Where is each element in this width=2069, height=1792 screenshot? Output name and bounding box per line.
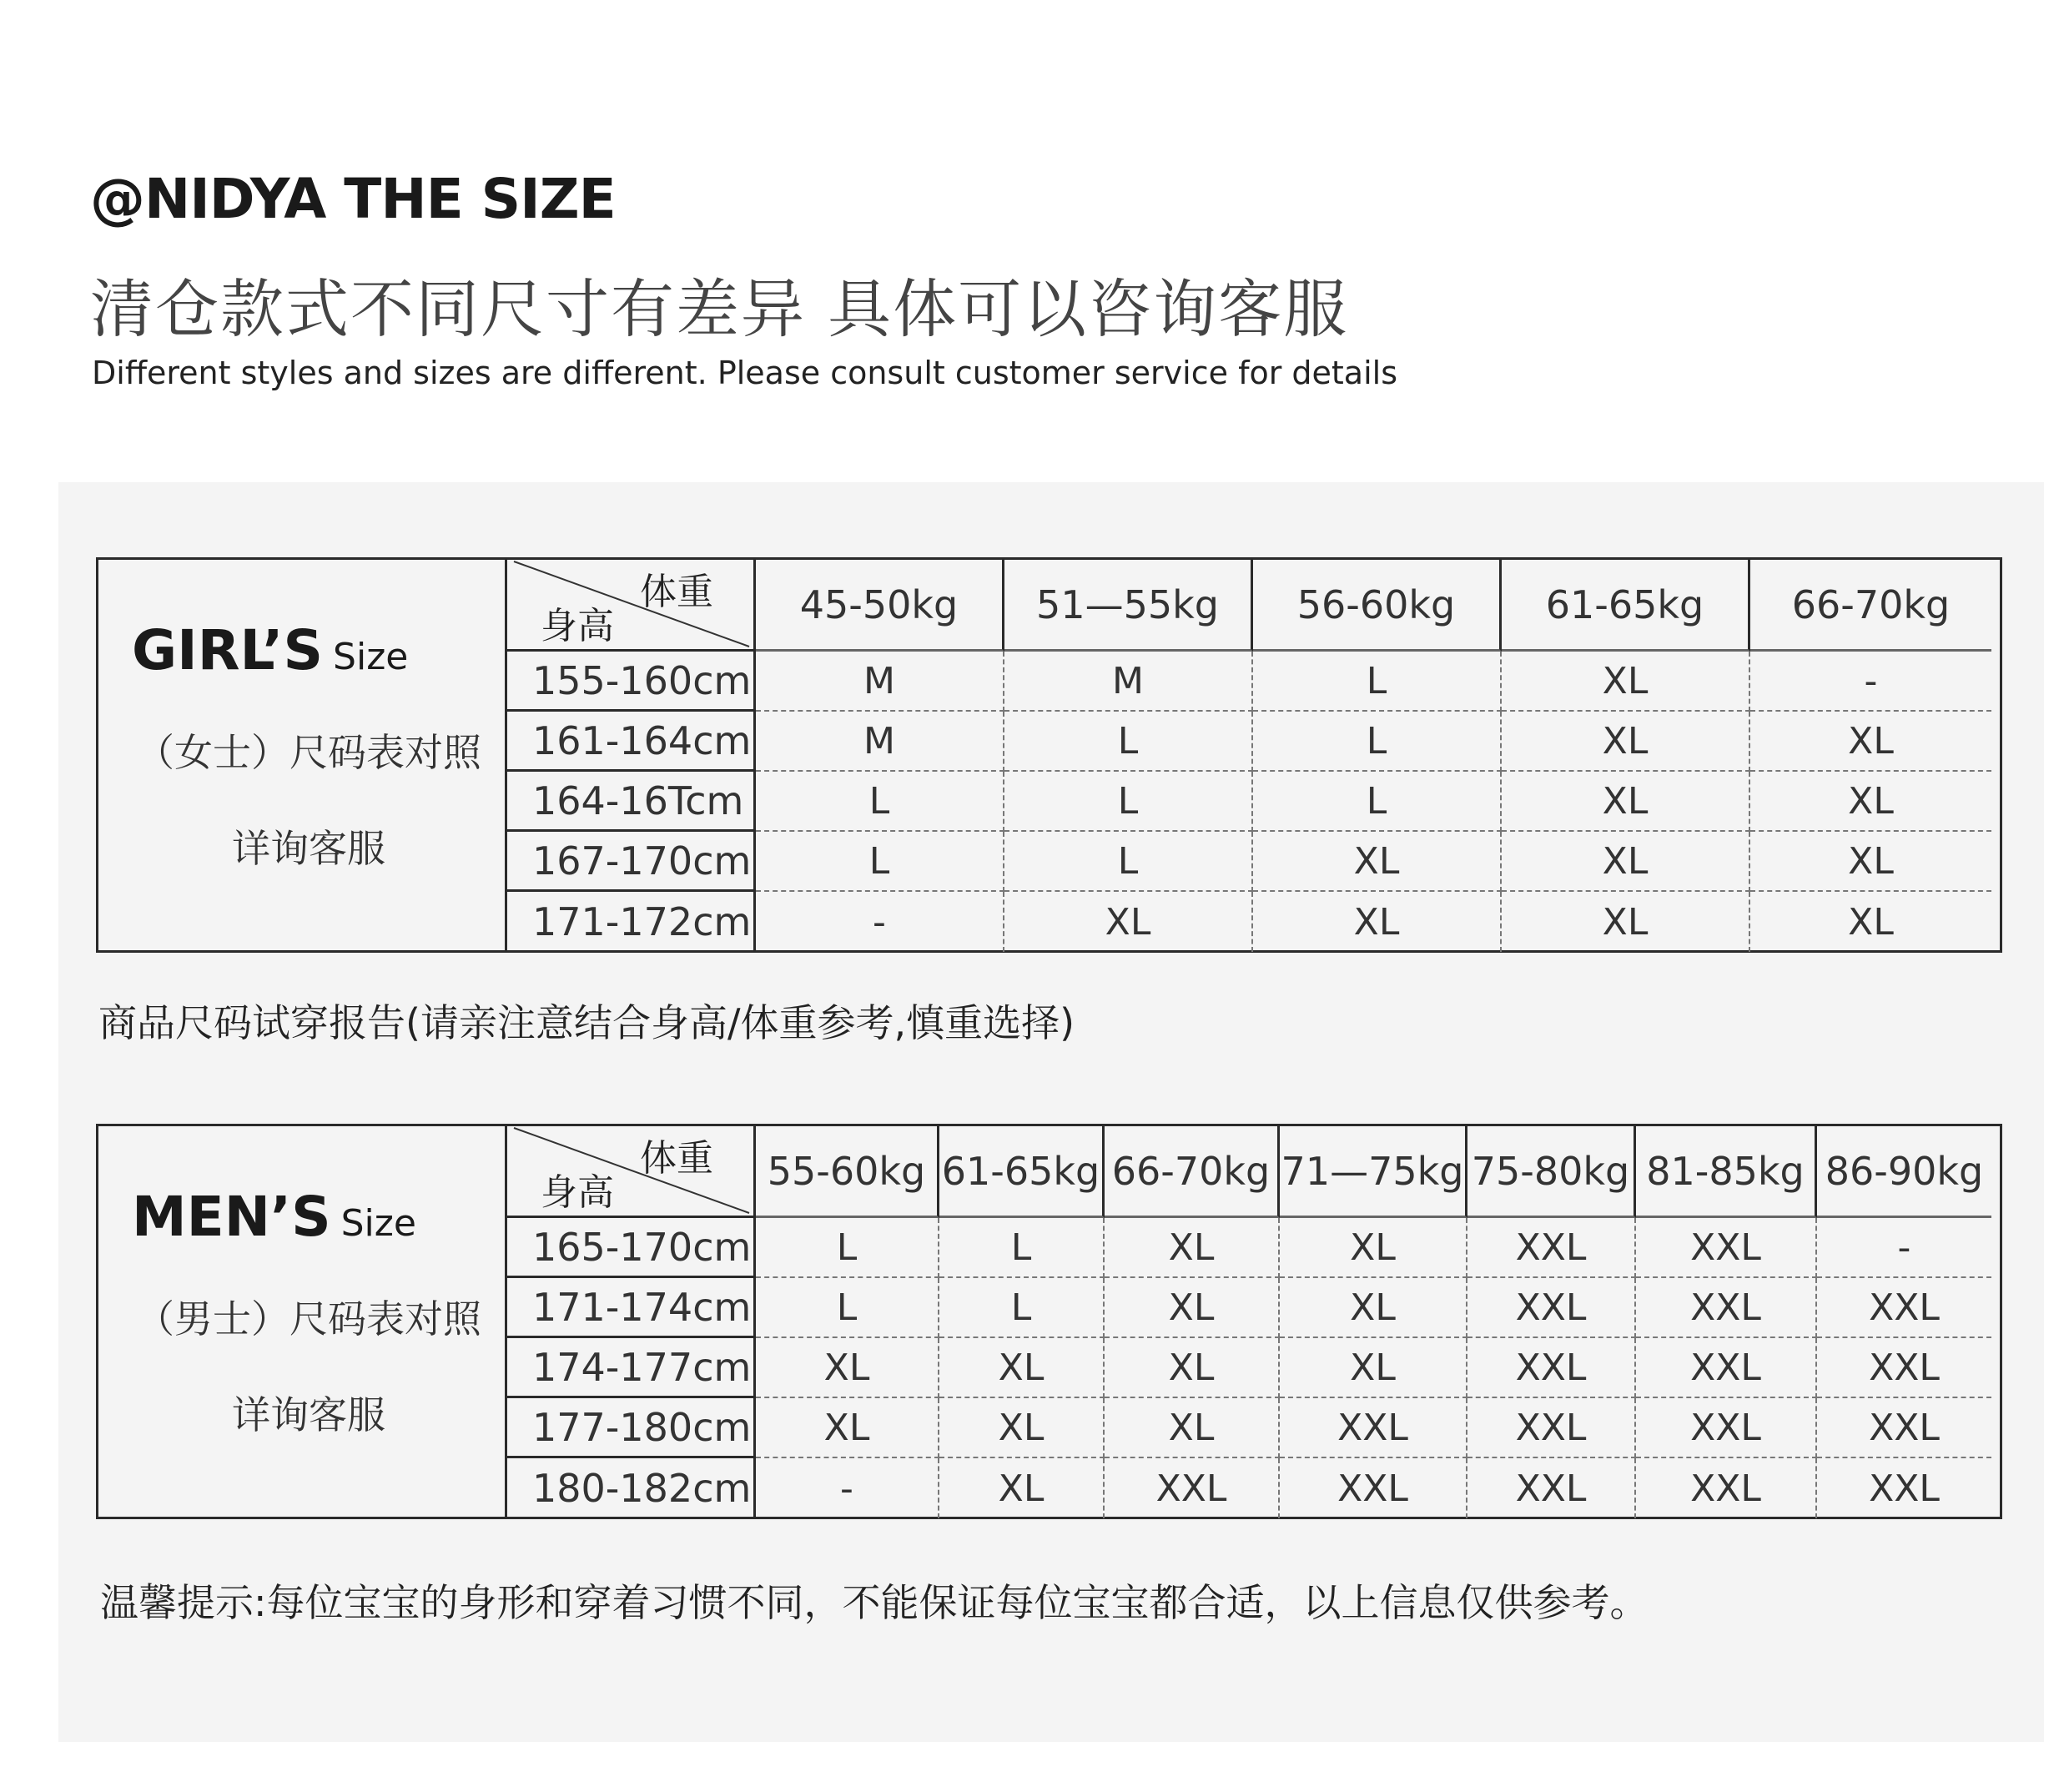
corner-height-label: 身高: [541, 605, 614, 647]
girls-size-cell: L: [1004, 712, 1253, 772]
men-row-height-label: 165-170cm: [507, 1218, 756, 1278]
girls-row-height-label: 167-170cm: [507, 832, 756, 892]
men-size-cell: XL: [1105, 1278, 1280, 1338]
girls-size-table: [96, 557, 2002, 953]
men-size-table: [96, 1124, 2002, 1519]
men-col-header: 81-85kg: [1636, 1126, 1817, 1218]
girls-size-cell: L: [1253, 652, 1502, 712]
men-size-cell: XXL: [1467, 1398, 1636, 1458]
girls-size-cell: XL: [1502, 772, 1750, 832]
footer-note: 温馨提示:每位宝宝的身形和穿着习惯不同，不能保证每位宝宝都合适，以上信息仅供参考。: [100, 1580, 1649, 1625]
girls-row-height-label: 164-16Tcm: [507, 772, 756, 832]
girls-size-cell: XL: [1502, 652, 1750, 712]
girls-note: 商品尺码试穿报告(请亲注意结合身高/体重参考,慎重选择): [98, 1000, 1075, 1045]
men-size-cell: XL: [1105, 1338, 1280, 1398]
girls-size-cell: L: [756, 772, 1004, 832]
men-size-cell: XXL: [1467, 1278, 1636, 1338]
men-size-cell: XXL: [1636, 1338, 1817, 1398]
subtitle-english: Different styles and sizes are different. Please consult customer service for details: [92, 355, 1397, 391]
corner-weight-label: 体重: [640, 571, 713, 613]
corner-weight-label: 体重: [640, 1137, 713, 1180]
men-size-cell: XL: [1105, 1398, 1280, 1458]
girls-col-header: 51—55kg: [1004, 560, 1253, 652]
men-size-cell: XXL: [1636, 1218, 1817, 1278]
girls-row-height-label: 171-172cm: [507, 892, 756, 952]
men-size-cell: XL: [939, 1398, 1105, 1458]
men-title-size: Size: [340, 1202, 416, 1245]
girls-size-cell: L: [756, 832, 1004, 892]
men-row-height-label: 174-177cm: [507, 1338, 756, 1398]
girls-side-label: [98, 560, 507, 950]
girls-size-cell: M: [1004, 652, 1253, 712]
girls-size-cell: -: [1750, 652, 1991, 712]
girls-row-height-label: 155-160cm: [507, 652, 756, 712]
girls-title-size: Size: [333, 636, 409, 678]
corner-height-label: 身高: [541, 1171, 614, 1214]
girls-size-cell: M: [756, 712, 1004, 772]
men-size-cell: L: [756, 1218, 939, 1278]
men-size-cell: XXL: [1280, 1458, 1467, 1518]
girls-col-header: 45-50kg: [756, 560, 1004, 652]
men-size-cell: XXL: [1636, 1398, 1817, 1458]
girls-size-cell: L: [1253, 772, 1502, 832]
men-size-cell: XXL: [1869, 1467, 1940, 1510]
girls-size-cell: XL: [1848, 900, 1894, 944]
men-size-cell: L: [939, 1278, 1105, 1338]
men-size-cell: XL: [1280, 1218, 1467, 1278]
men-size-cell: -: [1817, 1218, 1991, 1278]
men-size-cell: XXL: [1817, 1398, 1991, 1458]
men-size-cell: XXL: [1467, 1218, 1636, 1278]
brand-title: @NIDYA THE SIZE: [90, 167, 616, 231]
girls-col-header: 56-60kg: [1253, 560, 1502, 652]
girls-size-cell: XL: [1004, 892, 1253, 952]
girls-size-cell: XL: [1750, 832, 1991, 892]
men-col-header: 55-60kg: [756, 1126, 939, 1218]
girls-size-cell: XL: [1750, 712, 1991, 772]
men-size-cell: XXL: [1280, 1398, 1467, 1458]
girls-size-cell: XL: [1502, 832, 1750, 892]
men-corner-header: [507, 1126, 756, 1218]
girls-title: [132, 618, 408, 682]
men-size-cell: XL: [1280, 1278, 1467, 1338]
men-size-cell: XL: [756, 1338, 939, 1398]
men-size-cell: L: [756, 1278, 939, 1338]
men-label-cn: （男士）尺码表对照: [136, 1296, 481, 1341]
girls-title-text: GIRL’S: [132, 618, 324, 682]
men-size-cell: XXL: [1105, 1458, 1280, 1518]
men-row-height-label: 177-180cm: [507, 1398, 756, 1458]
girls-size-cell: L: [1004, 832, 1253, 892]
men-size-cell: L: [939, 1218, 1105, 1278]
men-size-cell: XL: [939, 1338, 1105, 1398]
men-label-consult: 详询客服: [232, 1392, 385, 1437]
girls-size-cell: -: [756, 892, 1004, 952]
men-col-header: 61-65kg: [939, 1126, 1105, 1218]
men-size-cell: XXL: [1636, 1458, 1817, 1518]
men-size-cell: XXL: [1467, 1338, 1636, 1398]
men-size-cell: XXL: [1636, 1278, 1817, 1338]
girls-label-cn: （女士）尺码表对照: [136, 730, 481, 775]
men-size-cell: -: [756, 1458, 939, 1518]
girls-col-header: 66-70kg: [1750, 560, 1991, 652]
girls-size-cell: XL: [1502, 892, 1750, 952]
girls-label-consult: 详询客服: [232, 826, 385, 871]
girls-size-cell: XL: [1253, 892, 1502, 952]
girls-size-cell: XL: [1502, 712, 1750, 772]
men-size-cell: XXL: [1467, 1458, 1636, 1518]
men-col-header: 66-70kg: [1105, 1126, 1280, 1218]
girls-col-header: 61-65kg: [1502, 560, 1750, 652]
men-size-cell: XXL: [1817, 1278, 1991, 1338]
men-size-cell: XL: [1105, 1218, 1280, 1278]
girls-size-cell: L: [1004, 772, 1253, 832]
girls-size-cell: L: [1253, 712, 1502, 772]
men-col-header: 71—75kg: [1280, 1126, 1467, 1218]
men-title: [132, 1185, 416, 1249]
girls-corner-header: [507, 560, 756, 652]
men-size-cell: XL: [939, 1458, 1105, 1518]
men-col-header: 86-90kg: [1817, 1126, 1991, 1218]
subtitle-chinese: 清仓款式不同尺寸有差异 具体可以咨询客服: [90, 272, 1349, 346]
girls-size-cell: XL: [1253, 832, 1502, 892]
girls-row-height-label: 161-164cm: [507, 712, 756, 772]
men-row-height-label: 180-182cm: [507, 1458, 756, 1518]
girls-size-cell: M: [756, 652, 1004, 712]
men-title-text: MEN’S: [132, 1185, 331, 1249]
men-size-cell: XXL: [1817, 1338, 1991, 1398]
girls-size-cell: XL: [1750, 772, 1991, 832]
men-size-cell: XL: [1280, 1338, 1467, 1398]
men-size-cell: XL: [756, 1398, 939, 1458]
men-col-header: 75-80kg: [1467, 1126, 1636, 1218]
men-row-height-label: 171-174cm: [507, 1278, 756, 1338]
men-side-label: [98, 1126, 507, 1517]
